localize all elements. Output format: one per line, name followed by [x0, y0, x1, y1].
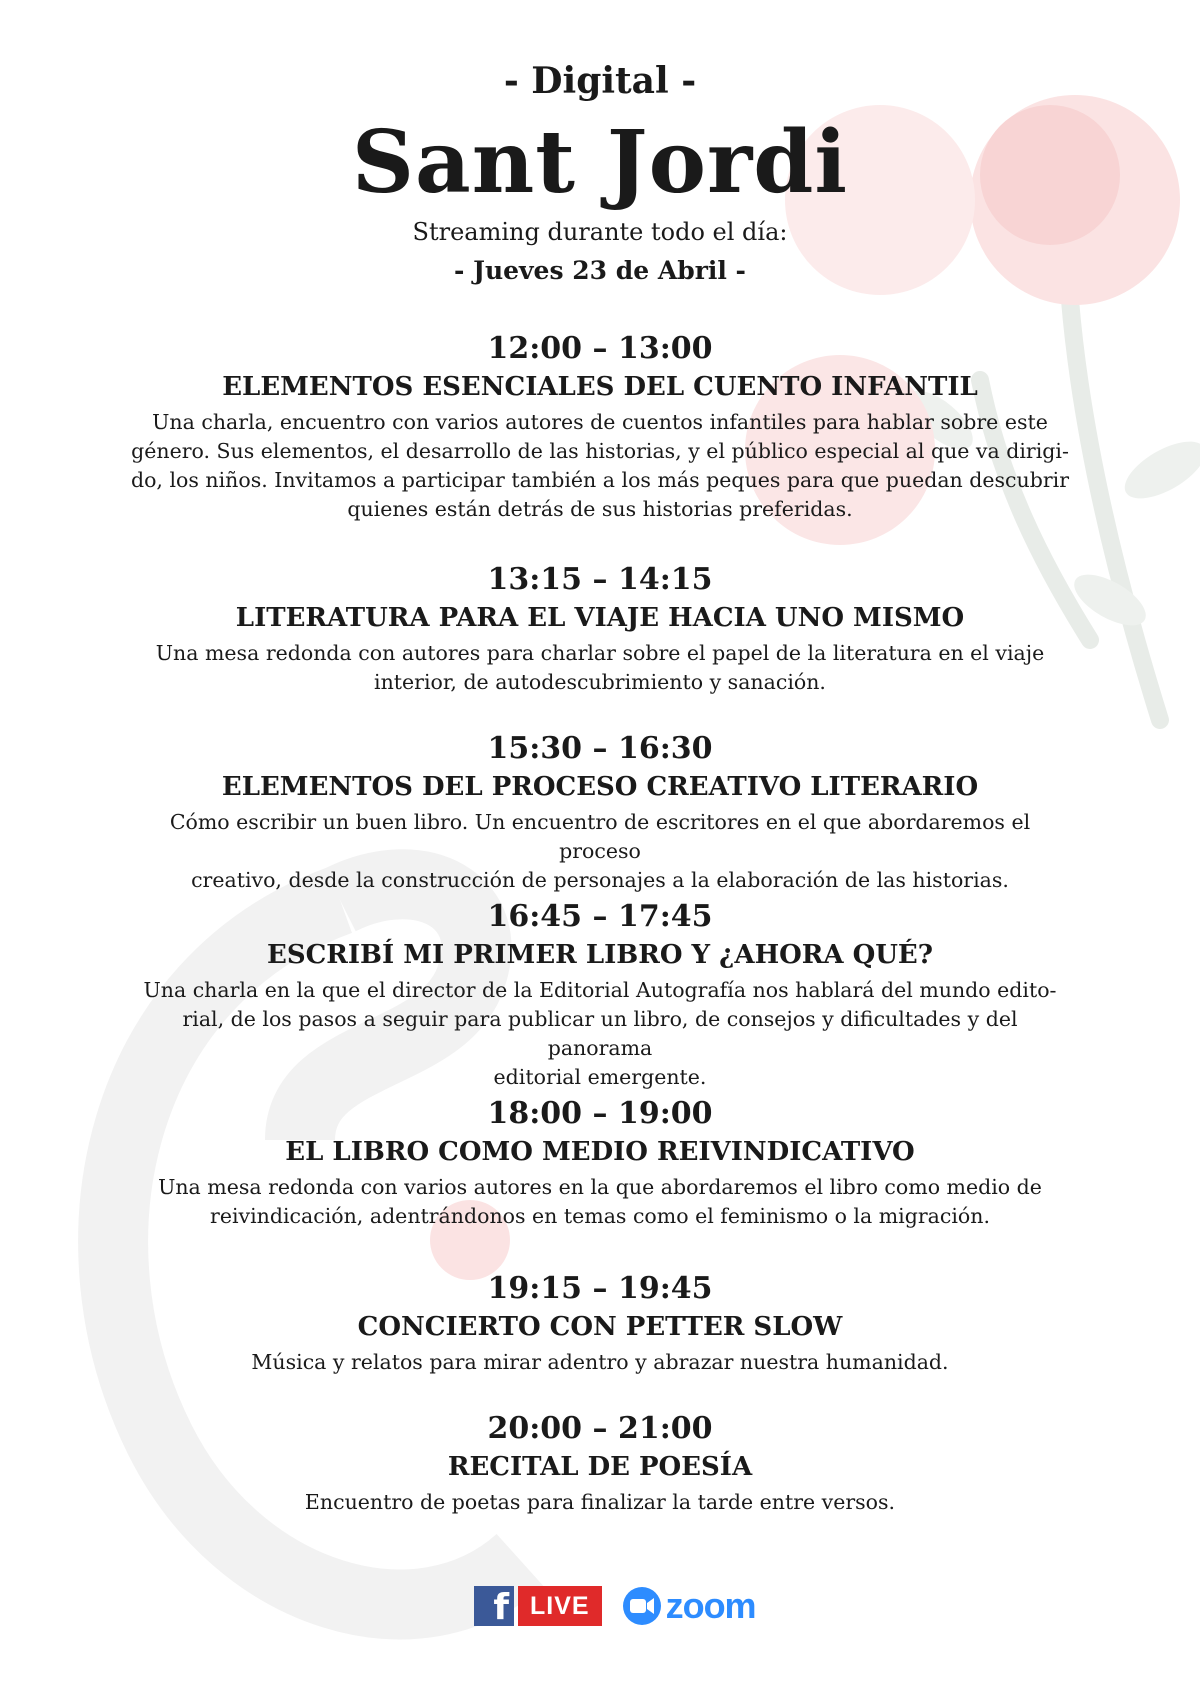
event-time: 16:45 – 17:45 [487, 899, 713, 934]
event-item [130, 1410, 1070, 1517]
event-description: Cómo escribir un buen libro. Un encuentro de escritores en el que abordaremos el proceso creativo, desde la construcción de personajes a la elaboración de las historias. [169, 810, 1031, 892]
event-title: ESCRIBÍ MI PRIMER LIBRO Y ¿AHORA QUÉ? [267, 940, 933, 970]
event-time: 19:15 – 19:45 [487, 1271, 713, 1306]
event-time: 20:00 – 21:00 [487, 1411, 713, 1446]
event-description: Una charla, encuentro con varios autores de cuentos infantiles para hablar sobre este género. Sus elementos, el desarrollo de las historias, y el público especial al que va dirigi- do, los niños. Invitamos a participar también a los más peques para que puedan descubrir quienes están detrás de sus historias preferidas. [130, 410, 1070, 521]
event-description: Encuentro de poetas para finalizar la tarde entre versos. [304, 1490, 896, 1514]
event-item [130, 730, 1070, 895]
zoom-camera-icon [622, 1586, 662, 1626]
page-title: Sant Jordi [351, 112, 849, 213]
event-item [130, 1095, 1070, 1231]
event-item [130, 330, 1070, 524]
event-description: Una mesa redonda con autores para charlar sobre el papel de la literatura en el viaje interior, de autodescubrimiento y sanación. [155, 641, 1045, 694]
event-description: Una mesa redonda con varios autores en la que abordaremos el libro como medio de reivindicación, adentrándonos en temas como el feminismo o la migración. [158, 1175, 1042, 1228]
event-date: - Jueves 23 de Abril - [454, 256, 746, 285]
zoom-label: zoom [665, 1585, 756, 1626]
event-time: 13:15 – 14:15 [487, 562, 713, 597]
digital-label: - Digital - [503, 60, 697, 102]
streaming-label: Streaming durante todo el día: [412, 218, 788, 246]
event-description: Una charla en la que el director de la Editorial Autografía nos hablará del mundo edito- rial, de los pasos a seguir para publicar un libro, de consejos y dificultades y del panorama editorial emergente. [143, 978, 1057, 1089]
event-description: Música y relatos para mirar adentro y abrazar nuestra humanidad. [251, 1350, 949, 1374]
event-time: 15:30 – 16:30 [487, 731, 713, 766]
event-title: ELEMENTOS DEL PROCESO CREATIVO LITERARIO [221, 772, 979, 802]
event-item [130, 1270, 1070, 1377]
streaming-platform-logos [474, 1584, 756, 1628]
event-time: 18:00 – 19:00 [487, 1096, 713, 1131]
event-item [130, 561, 1070, 697]
event-title: EL LIBRO COMO MEDIO REIVINDICATIVO [285, 1137, 915, 1167]
live-badge: LIVE [518, 1586, 602, 1626]
facebook-icon: f [474, 1586, 514, 1626]
event-time: 12:00 – 13:00 [487, 331, 713, 366]
zoom-logo [622, 1585, 756, 1627]
event-title: CONCIERTO CON PETTER SLOW [357, 1312, 843, 1342]
event-item [130, 898, 1070, 1092]
event-title: LITERATURA PARA EL VIAJE HACIA UNO MISMO [235, 603, 965, 633]
event-title: RECITAL DE POESÍA [447, 1452, 753, 1482]
event-title: ELEMENTOS ESENCIALES DEL CUENTO INFANTIL [222, 372, 978, 402]
